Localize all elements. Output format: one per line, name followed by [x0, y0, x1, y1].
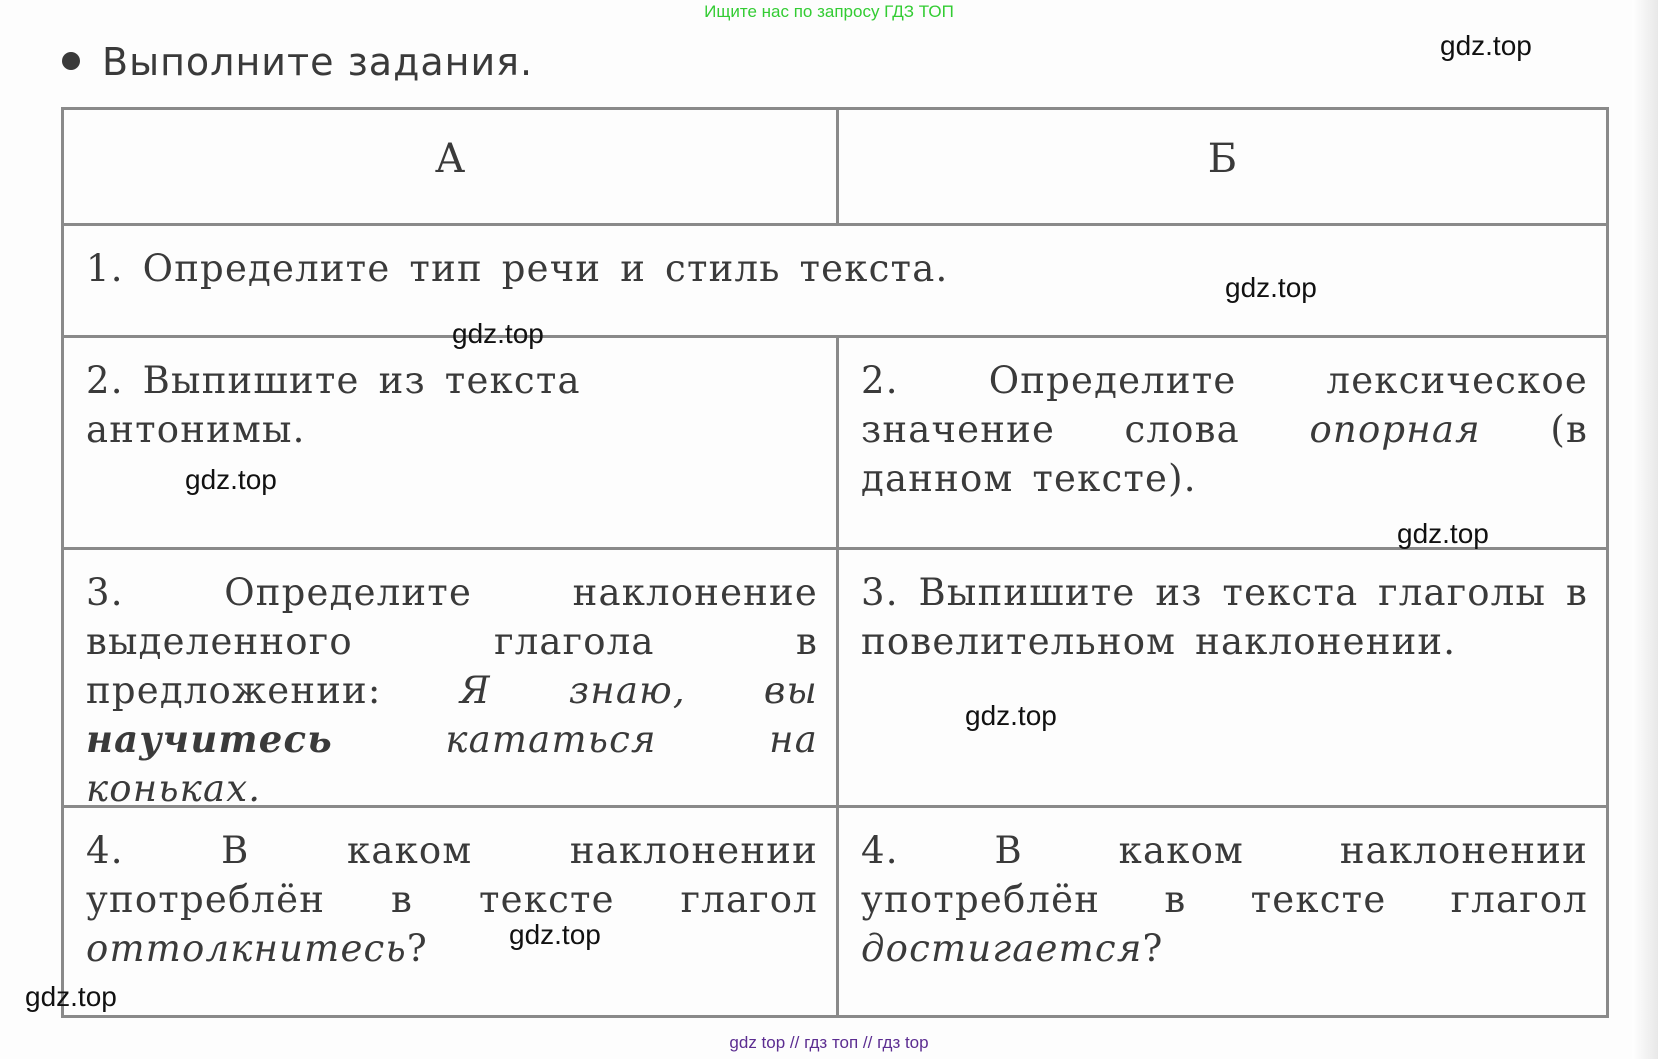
column-header-a: А: [434, 136, 466, 182]
task-3a-highlighted-verb: научитесь: [86, 717, 333, 761]
task-1-cell: 1. Определите тип речи и стиль текста.: [86, 247, 949, 290]
watermark: gdz.top: [185, 464, 277, 495]
task-3a-example-end: кататься на коньках.: [86, 718, 818, 810]
bullet-icon: [62, 52, 80, 70]
task-4b-cell: [839, 808, 1606, 1015]
task-3a-cell: [64, 550, 836, 810]
question-mark: ?: [1142, 927, 1164, 970]
task-2b-text: 2. Определите лексическое значение слова: [861, 359, 1588, 451]
task-3a-text: 3. Определите наклонение выделенного глагола в предложении:: [86, 571, 818, 712]
task-2b-cell: [839, 338, 1606, 547]
task-2a-cell: 2. Выпишите из текста антонимы.: [86, 359, 581, 451]
watermark: gdz.top: [1440, 30, 1532, 61]
task-4a-word: оттолкнитесь: [86, 927, 407, 970]
watermark: gdz.top: [509, 919, 601, 950]
task-4a-cell: [64, 808, 836, 1015]
task-4a-text: 4. В каком наклонении употреблён в тексте глагол: [86, 829, 818, 921]
task-table: [61, 107, 1609, 1018]
watermark: gdz.top: [25, 981, 117, 1012]
top-banner: Ищите нас по запросу ГДЗ ТОП: [704, 2, 954, 21]
question-mark: ?: [406, 927, 428, 970]
task-4b-text: 4. В каком наклонении употреблён в тексте глагол: [861, 829, 1588, 921]
watermark: gdz.top: [965, 700, 1057, 731]
task-3b-cell: 3. Выпишите из текста глаголы в повелительном наклонении.: [861, 571, 1588, 663]
task-4b-word: достигается: [861, 927, 1143, 970]
watermark: gdz.top: [1397, 518, 1489, 549]
page-edge-shadow: [1632, 0, 1658, 1059]
instruction-text: Выполните задания.: [102, 40, 534, 84]
task-2b-tail: (в данном тексте).: [861, 408, 1588, 500]
task-2b-word: опорная: [1309, 408, 1481, 451]
watermark: gdz.top: [452, 318, 544, 349]
instruction-line: [62, 40, 533, 84]
task-3a-example-start: Я знаю, вы: [459, 669, 818, 712]
footer-watermark: gdz top // гдз топ // гдз top: [729, 1033, 929, 1052]
column-header-b: Б: [1207, 136, 1238, 182]
watermark: gdz.top: [1225, 272, 1317, 303]
